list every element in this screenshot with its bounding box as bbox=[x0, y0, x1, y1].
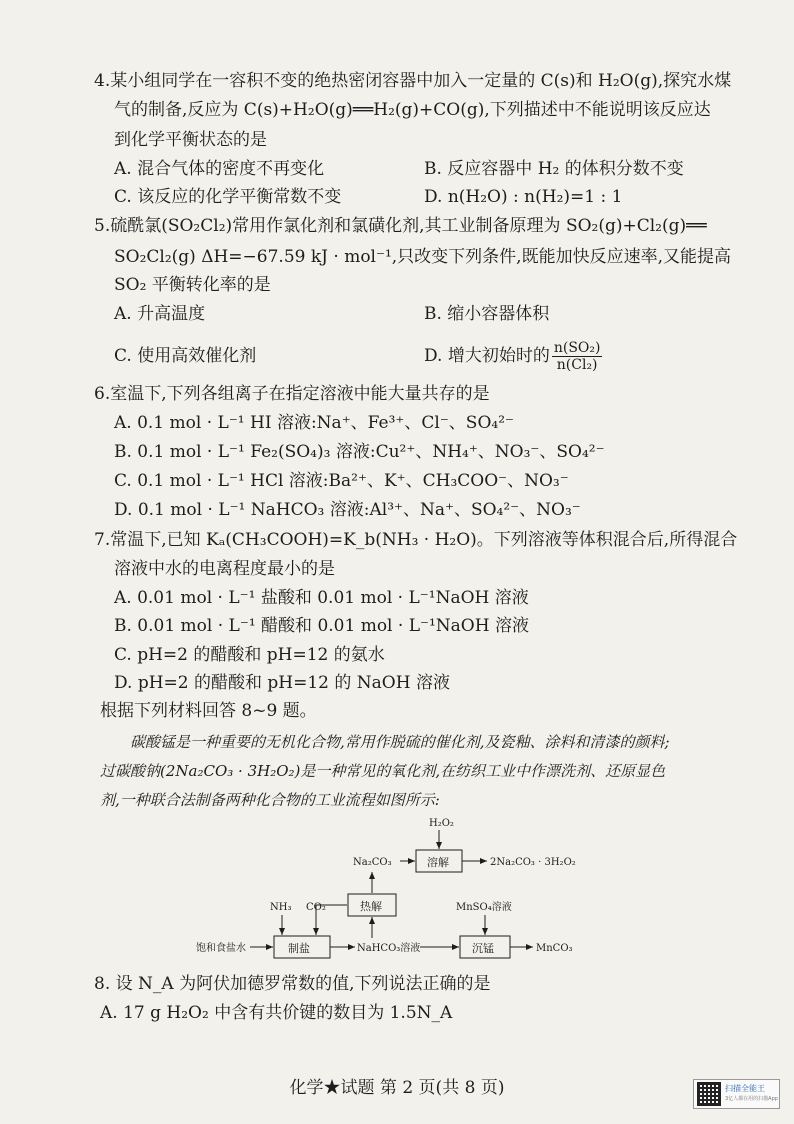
q5-line3: SO₂ 平衡转化率的是 bbox=[114, 275, 271, 295]
q5-option-d-prefix: D. 增大初始时的 bbox=[424, 346, 550, 366]
material-paragraph-line1: 碳酸锰是一种重要的无机化合物,常用作脱硫的催化剂,及瓷釉、涂料和清漆的颜料; bbox=[130, 733, 670, 751]
q5-option-b: B. 缩小容器体积 bbox=[424, 304, 550, 324]
q5-option-c: C. 使用高效催化剂 bbox=[114, 346, 257, 366]
material-intro: 根据下列材料回答 8~9 题。 bbox=[100, 701, 317, 721]
q7-line1: 7.常温下,已知 Kₐ(CH₃COOH)=K_b(NH₃ · H₂O)。下列溶液等体积混合后,所得混合 bbox=[94, 530, 738, 550]
q4-option-a: A. 混合气体的密度不再变化 bbox=[114, 159, 325, 179]
q4-line2: 气的制备,反应为 C(s)+H₂O(g)══H₂(g)+CO(g),下列描述中不能说明该反应达 bbox=[114, 100, 711, 120]
q7-line2: 溶液中水的电离程度最小的是 bbox=[114, 559, 335, 579]
flow-precipitation-label: 沉锰 bbox=[472, 942, 494, 955]
flow-co2-label: CO₂ bbox=[306, 902, 326, 913]
q7-option-b: B. 0.01 mol · L⁻¹ 醋酸和 0.01 mol · L⁻¹NaOH 溶液 bbox=[114, 616, 529, 636]
q6-option-a: A. 0.1 mol · L⁻¹ HI 溶液:Na⁺、Fe³⁺、Cl⁻、SO₄²⁻ bbox=[114, 413, 514, 433]
flow-nh3-label: NH₃ bbox=[270, 902, 292, 913]
flow-na2co3-label: Na₂CO₃ bbox=[353, 857, 392, 868]
flow-h2o2-label: H₂O₂ bbox=[429, 818, 454, 829]
flow-mnco3-label: MnCO₃ bbox=[536, 943, 573, 954]
qr-code-icon bbox=[697, 1082, 721, 1106]
q5-line2: SO₂Cl₂(g) ΔH=−67.59 kJ · mol⁻¹,只改变下列条件,既能加快反应速率,又能提高 bbox=[114, 247, 731, 267]
flow-pyrolysis-label: 热解 bbox=[360, 900, 382, 913]
flow-salt-making-label: 制盐 bbox=[288, 942, 310, 955]
q6-line1: 6.室温下,下列各组离子在指定溶液中能大量共存的是 bbox=[94, 384, 490, 404]
q4-line1: 4.某小组同学在一容积不变的绝热密闭容器中加入一定量的 C(s)和 H₂O(g),探究水煤 bbox=[94, 71, 732, 91]
flow-product1-label: 2Na₂CO₃ · 3H₂O₂ bbox=[490, 857, 576, 868]
q6-option-b: B. 0.1 mol · L⁻¹ Fe₂(SO₄)₃ 溶液:Cu²⁺、NH₄⁺、NO₃⁻、SO₄²⁻ bbox=[114, 442, 605, 462]
scanner-brand bbox=[725, 1084, 778, 1104]
flow-mnso4-label: MnSO₄溶液 bbox=[456, 902, 512, 913]
q5-option-a: A. 升高温度 bbox=[114, 304, 206, 324]
q7-option-d: D. pH=2 的醋酸和 pH=12 的 NaOH 溶液 bbox=[114, 673, 450, 693]
q6-option-d: D. 0.1 mol · L⁻¹ NaHCO₃ 溶液:Al³⁺、Na⁺、SO₄²⁻、NO₃⁻ bbox=[114, 500, 581, 520]
flow-brine-label: 饱和食盐水 bbox=[196, 943, 246, 954]
q8-option-a: A. 17 g H₂O₂ 中含有共价键的数目为 1.5N_A bbox=[100, 1003, 453, 1023]
q4-option-c: C. 该反应的化学平衡常数不变 bbox=[114, 187, 342, 207]
material-paragraph-line3: 剂,一种联合法制备两种化合物的工业流程如图所示: bbox=[100, 791, 440, 809]
q4-option-b: B. 反应容器中 H₂ 的体积分数不变 bbox=[424, 159, 684, 179]
flow-nahco3-label: NaHCO₃溶液 bbox=[357, 943, 421, 954]
q4-option-d: D. n(H₂O) : n(H₂)=1 : 1 bbox=[424, 187, 623, 207]
q5-line1: 5.硫酰氯(SO₂Cl₂)常用作氯化剂和氯磺化剂,其工业制备原理为 SO₂(g)+Cl₂(g)══ bbox=[94, 216, 707, 236]
scanner-brand-subtitle: 3亿人都在用的扫描App bbox=[725, 1096, 778, 1102]
q4-line3: 到化学平衡状态的是 bbox=[114, 130, 267, 150]
scanner-watermark bbox=[693, 1079, 780, 1109]
q5-fraction-denominator: n(Cl₂) bbox=[556, 357, 598, 373]
q6-option-c: C. 0.1 mol · L⁻¹ HCl 溶液:Ba²⁺、K⁺、CH₃COO⁻、NO₃⁻ bbox=[114, 471, 569, 491]
q5-fraction-numerator: n(SO₂) bbox=[553, 340, 601, 356]
q8-line1: 8. 设 N_A 为阿伏加德罗常数的值,下列说法正确的是 bbox=[94, 974, 491, 994]
q7-option-c: C. pH=2 的醋酸和 pH=12 的氨水 bbox=[114, 645, 385, 665]
scanner-brand-label: 扫描全能王 bbox=[725, 1084, 765, 1093]
q7-option-a: A. 0.01 mol · L⁻¹ 盐酸和 0.01 mol · L⁻¹NaOH 溶液 bbox=[114, 588, 529, 608]
flow-dissolve-label: 溶解 bbox=[427, 856, 449, 869]
page-footer: 化学★试题 第 2 页(共 8 页) bbox=[289, 1078, 505, 1098]
material-paragraph-line2: 过碳酸钠(2Na₂CO₃ · 3H₂O₂)是一种常见的氧化剂,在纺织工业中作漂洗剂、还原显色 bbox=[100, 762, 666, 780]
